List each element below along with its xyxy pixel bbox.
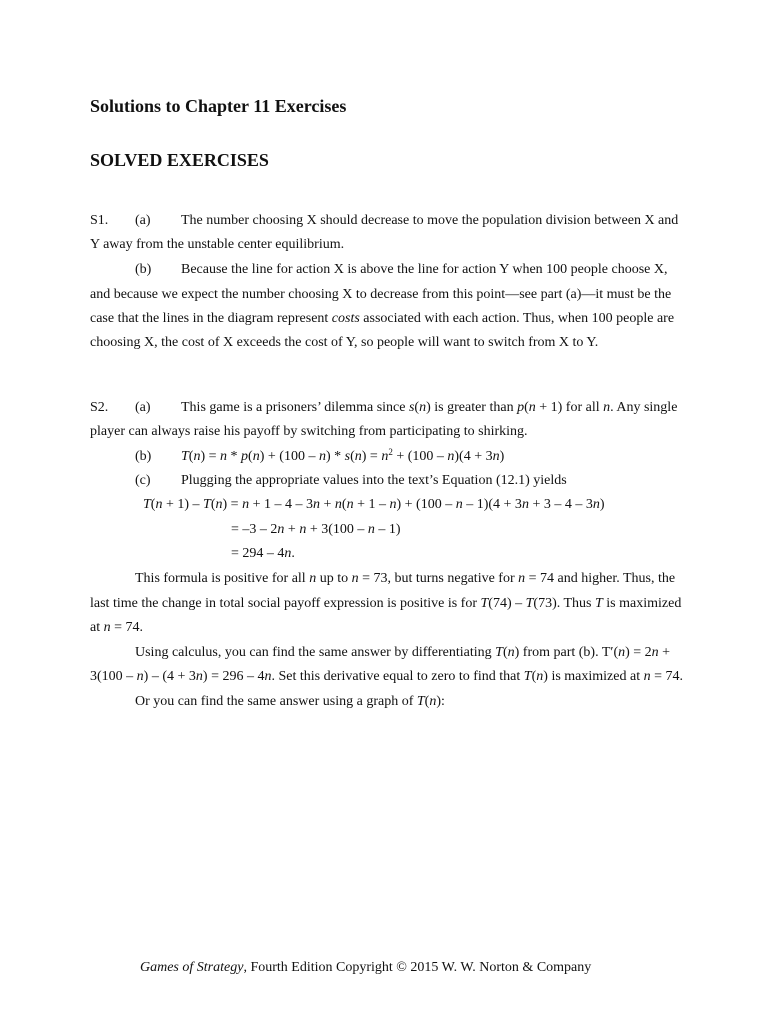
s1b-line-4: choosing X, the cost of X exceeds the cost of Y, so people will want to switch from X to Y.	[90, 335, 599, 350]
s2c-para2-line-1: Using calculus, you can find the same answer by differentiating T(n) from part (b). T′(n) = 2n +	[135, 645, 671, 660]
page-footer	[140, 960, 591, 976]
s2c-calc-line-1: T(n + 1) – T(n) = n + 1 – 4 – 3n + n(n + 1 – n) + (100 – n – 1)(4 + 3n + 3 – 4 – 3n)	[143, 497, 605, 512]
part-label-s1b: (b)	[135, 262, 152, 277]
section-title: SOLVED EXERCISES	[90, 150, 269, 170]
exercise-label-s1: S1.	[90, 213, 109, 228]
footer-copyright: , Fourth Edition Copyright © 2015 W. W. Norton & Company	[243, 960, 592, 975]
s1b-line-2: and because we expect the number choosing X to decrease from this point—see part (a)—it must be the	[90, 287, 672, 302]
s2a-line-1: This game is a prisoners’ dilemma since s(n) is greater than p(n + 1) for all n. Any single	[181, 400, 678, 415]
s1b-line-3: case that the lines in the diagram represent costs associated with each action. Thus, when 100 people are	[90, 311, 675, 326]
s2c-para1-line-2: last time the change in total social payoff expression is positive is for T(74) – T(73). Thus T is maximized	[90, 596, 682, 611]
s2c-calc-line-3: = 294 – 4n.	[231, 546, 295, 561]
chapter-title: Solutions to Chapter 11 Exercises	[90, 96, 347, 116]
s1b-line-1: Because the line for action X is above the line for action Y when 100 people choose X,	[181, 262, 668, 277]
s2c-para1-line-3: at n = 74.	[90, 620, 144, 635]
s2c-para2-line-2: 3(100 – n) – (4 + 3n) = 296 – 4n. Set this derivative equal to zero to find that T(n) is maximized at n = 74.	[90, 669, 683, 684]
exercise-label-s2: S2.	[90, 400, 109, 415]
s2c-para3: Or you can find the same answer using a graph of T(n):	[135, 694, 445, 709]
s2c-calc-line-2: = –3 – 2n + n + 3(100 – n – 1)	[231, 522, 401, 537]
part-label-s1a: (a)	[135, 213, 151, 228]
part-label-s2c: (c)	[135, 473, 151, 488]
s2b-formula: $T(n) = n * p(n) + (100 - n) * s(n) = n^2 + (100 - n)(4 + 3n)$	[181, 447, 505, 464]
part-label-s2a: (a)	[135, 400, 151, 415]
part-label-s2b: (b)	[135, 449, 152, 464]
s2c-para1-line-1: This formula is positive for all n up to n = 73, but turns negative for n = 74 and higher. Thus, the	[135, 571, 676, 586]
s2a-line-2: player can always raise his payoff by switching from participating to shirking.	[90, 424, 528, 439]
s1a-line-1: The number choosing X should decrease to move the population division between X and	[181, 213, 679, 228]
emphasis-costs: costs	[331, 311, 360, 326]
footer-book-title: Games of Strategy	[140, 960, 244, 975]
s2c-intro: Plugging the appropriate values into the text’s Equation (12.1) yields	[181, 473, 567, 488]
s1a-line-2: Y away from the unstable center equilibrium.	[90, 237, 345, 252]
